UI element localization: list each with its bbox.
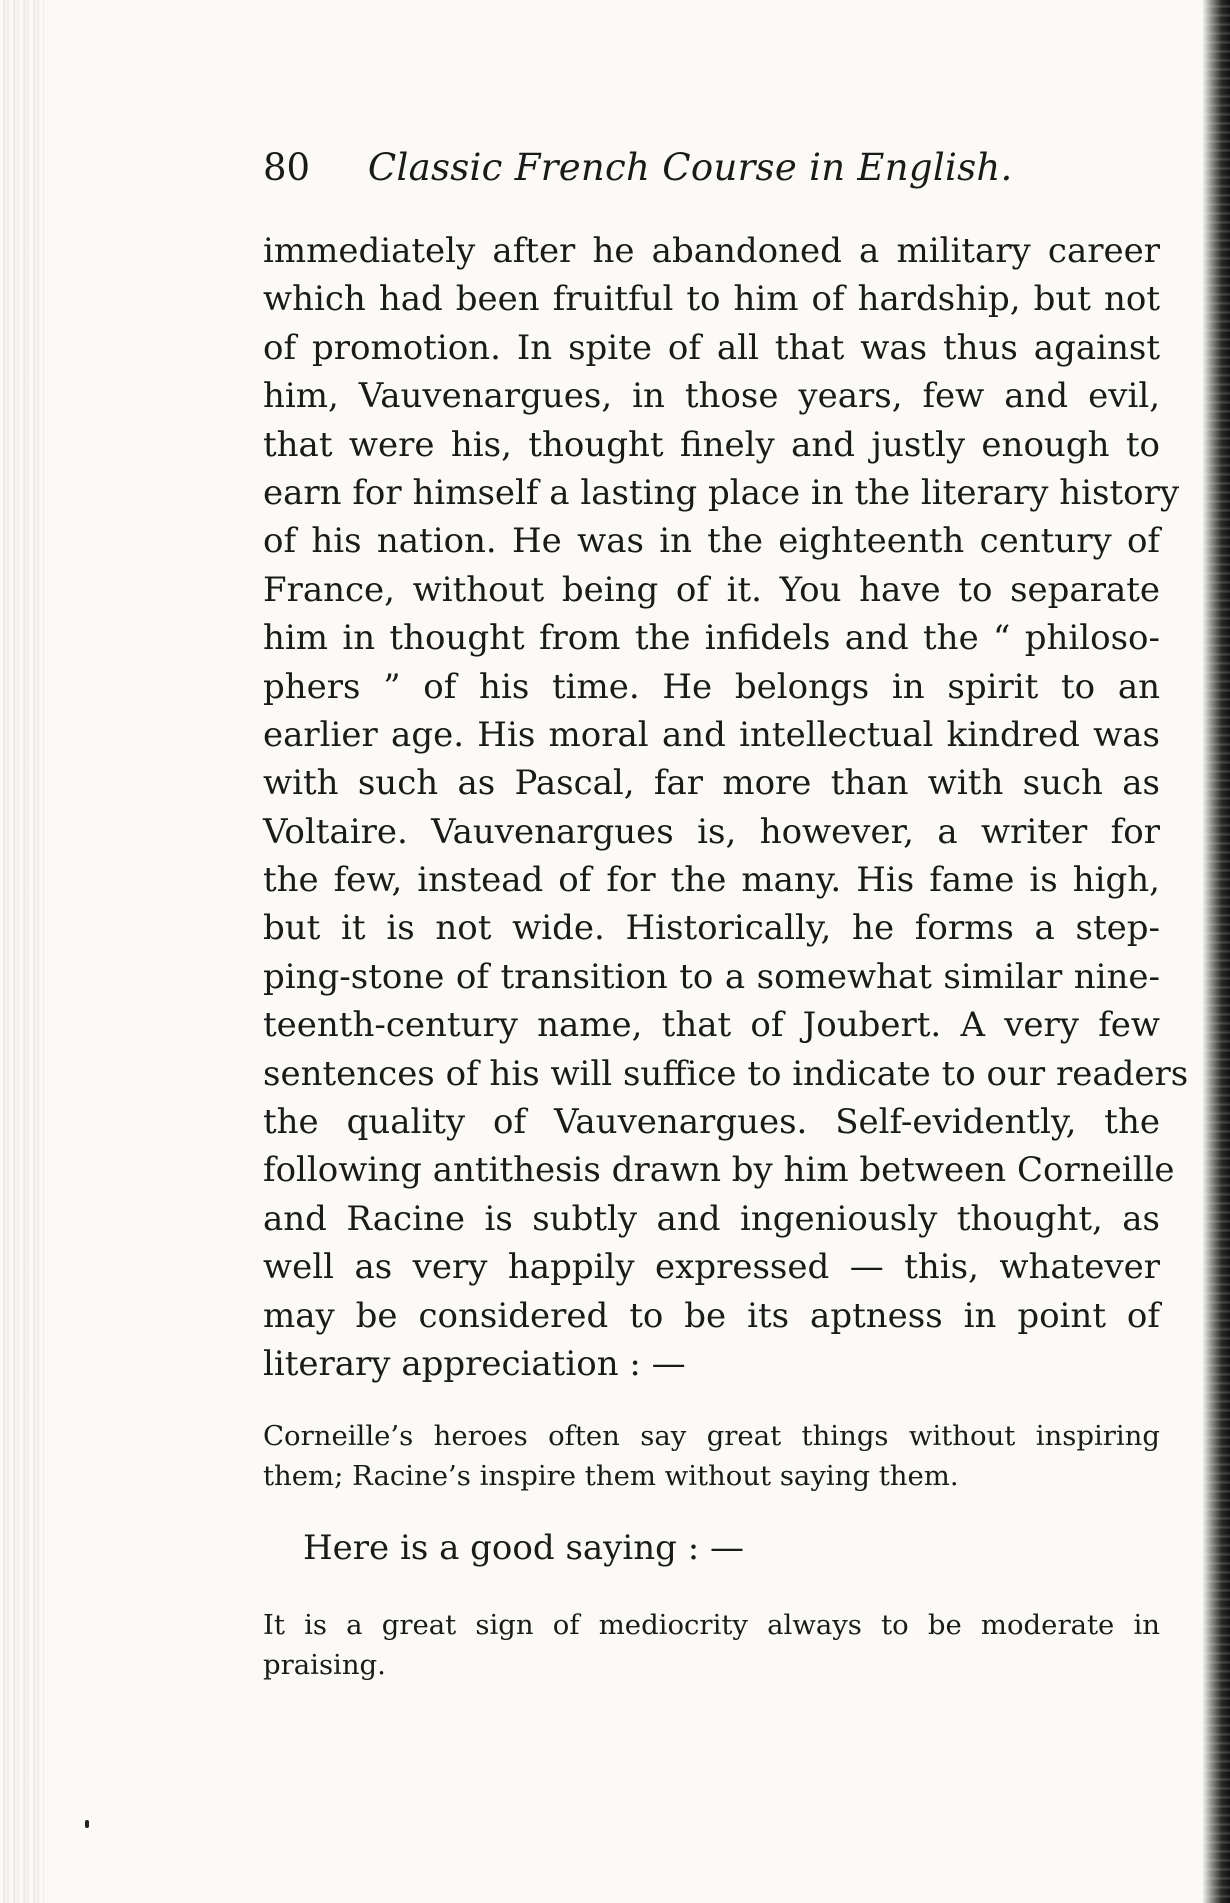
quote-line: them; Racine’s inspire them without saying them.: [263, 1460, 959, 1492]
scanned-page-left-edge: [0, 0, 44, 1903]
text-line: literary appreciation : —: [263, 1343, 686, 1384]
text-line: of promotion. In spite of all that was thus against: [263, 327, 1160, 368]
page-number: 80: [263, 146, 311, 189]
body-paragraph: [263, 227, 1189, 1388]
quote-line: Corneille’s heroes often say great things without inspiring: [263, 1420, 1160, 1452]
text-line: him in thought from the infidels and the “ philoso-: [263, 618, 1160, 659]
book-spine-texture: [1202, 0, 1230, 1903]
text-line: with such as Pascal, far more than with such as: [263, 763, 1160, 804]
quote-line: praising.: [263, 1649, 386, 1681]
text-line: earn for himself a lasting place in the literary history: [263, 472, 1180, 513]
text-line: immediately after he abandoned a military career: [263, 231, 1160, 271]
text-line: the few, instead of for the many. His fame is high,: [263, 860, 1160, 901]
text-line: earlier age. His moral and intellectual kindred was: [263, 714, 1160, 755]
text-line: of his nation. He was in the eighteenth century of: [263, 521, 1160, 562]
text-line: following antithesis drawn by him between Corneille: [263, 1150, 1175, 1191]
text-line: France, without being of it. You have to separate: [263, 569, 1160, 610]
text-line: sentences of his will suffice to indicate to our readers: [263, 1053, 1189, 1094]
text-line: phers ” of his time. He belongs in spirit to an: [263, 666, 1160, 707]
running-title: Classic French Course in English.: [367, 146, 1013, 189]
text-line: the quality of Vauvenargues. Self-evidently, the: [263, 1102, 1160, 1143]
text-line: that were his, thought finely and justly enough to: [263, 424, 1160, 465]
text-line: but it is not wide. Historically, he forms a step-: [263, 908, 1160, 949]
intro-good-saying: Here is a good saying : —: [303, 1528, 744, 1568]
text-line: him, Vauvenargues, in those years, few and evil,: [263, 376, 1160, 417]
scan-speck: [85, 1820, 89, 1828]
text-line: ping-stone of transition to a somewhat similar nine-: [263, 956, 1160, 997]
text-line: may be considered to be its aptness in point of: [263, 1295, 1160, 1336]
running-header: [263, 138, 1063, 198]
text-line: teenth-century name, that of Joubert. A very few: [263, 1005, 1160, 1046]
quote-line: It is a great sign of mediocrity always to be moderate in: [263, 1609, 1160, 1641]
block-quote-mediocrity: [263, 1605, 1160, 1685]
text-line: and Racine is subtly and ingeniously thought, as: [263, 1198, 1160, 1239]
text-line: which had been fruitful to him of hardship, but not: [263, 279, 1160, 320]
text-line: well as very happily expressed — this, whatever: [263, 1247, 1160, 1288]
block-quote-corneille-racine: [263, 1416, 1160, 1496]
text-line: Voltaire. Vauvenargues is, however, a writer for: [263, 811, 1160, 852]
